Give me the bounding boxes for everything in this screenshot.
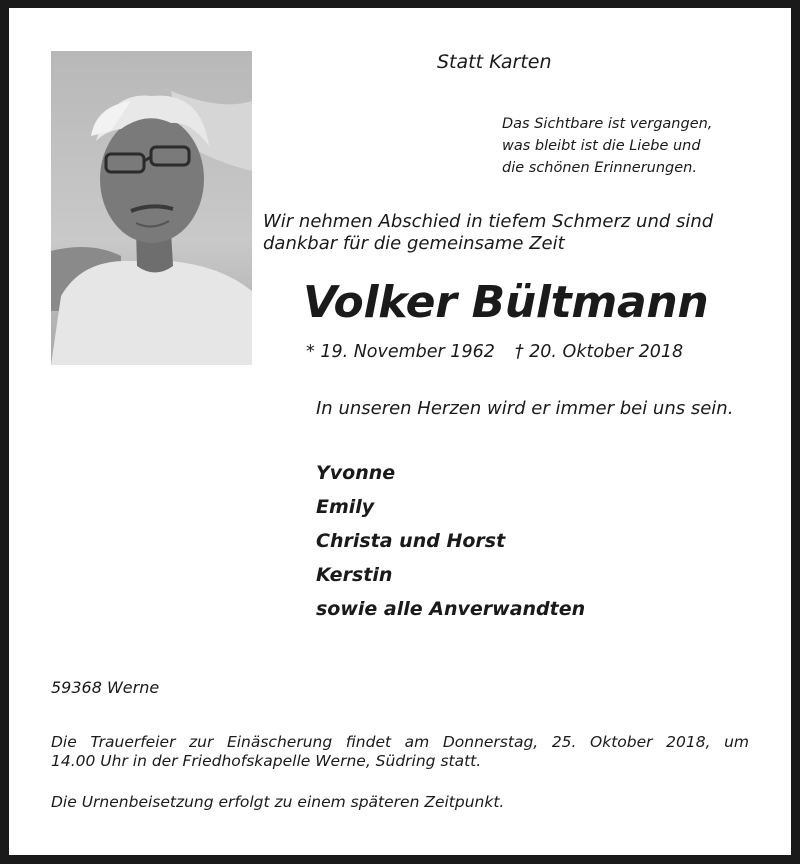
statt-karten-heading: Statt Karten bbox=[437, 51, 552, 73]
mourner-name: Emily bbox=[316, 496, 375, 518]
intro-line: dankbar für die gemeinsame Zeit bbox=[263, 233, 565, 254]
remembrance-line: In unseren Herzen wird er immer bei uns sein. bbox=[316, 398, 734, 419]
urn-notice: Die Urnenbeisetzung erfolgt zu einem späteren Zeitpunkt. bbox=[51, 793, 505, 811]
location-text: 59368 Werne bbox=[51, 678, 160, 697]
funeral-notice-word: 2018, bbox=[666, 733, 711, 751]
death-date: † 20. Oktober 2018 bbox=[514, 342, 684, 362]
deceased-name: Volker Bültmann bbox=[303, 277, 709, 328]
funeral-notice-word: Einäscherung bbox=[226, 733, 333, 751]
funeral-notice-word: Oktober bbox=[590, 733, 653, 751]
funeral-notice-word: Donnerstag, bbox=[442, 733, 539, 751]
intro-line: Wir nehmen Abschied in tiefem Schmerz und sind bbox=[263, 211, 714, 232]
mourner-name: sowie alle Anverwandten bbox=[316, 598, 586, 620]
funeral-notice-word: am bbox=[404, 733, 430, 751]
verse-line: die schönen Erinnerungen. bbox=[502, 160, 697, 176]
portrait-photo bbox=[51, 51, 252, 365]
birth-date: * 19. November 1962 bbox=[306, 342, 495, 362]
verse-line: was bleibt ist die Liebe und bbox=[502, 138, 701, 154]
funeral-notice-word: zur bbox=[189, 733, 214, 751]
funeral-notice-word: um bbox=[724, 733, 749, 751]
farewell-intro bbox=[263, 211, 713, 255]
funeral-notice-line bbox=[51, 733, 749, 752]
verse-line: Das Sichtbare ist vergangen, bbox=[502, 116, 713, 132]
funeral-notice-word: 25. bbox=[551, 733, 577, 751]
funeral-notice-word: Trauerfeier bbox=[90, 733, 176, 751]
mourner-name: Yvonne bbox=[316, 462, 396, 484]
funeral-notice-word: Die bbox=[51, 733, 77, 751]
mourner-name: Kerstin bbox=[316, 564, 393, 586]
funeral-notice-word: findet bbox=[345, 733, 392, 751]
funeral-notice bbox=[51, 733, 749, 771]
mourner-name: Christa und Horst bbox=[316, 530, 506, 552]
mourners-list bbox=[316, 456, 585, 626]
funeral-notice-line: 14.00 Uhr in der Friedhofskapelle Werne, Südring statt. bbox=[51, 752, 482, 770]
life-dates bbox=[306, 342, 683, 362]
memorial-verse bbox=[502, 113, 712, 179]
